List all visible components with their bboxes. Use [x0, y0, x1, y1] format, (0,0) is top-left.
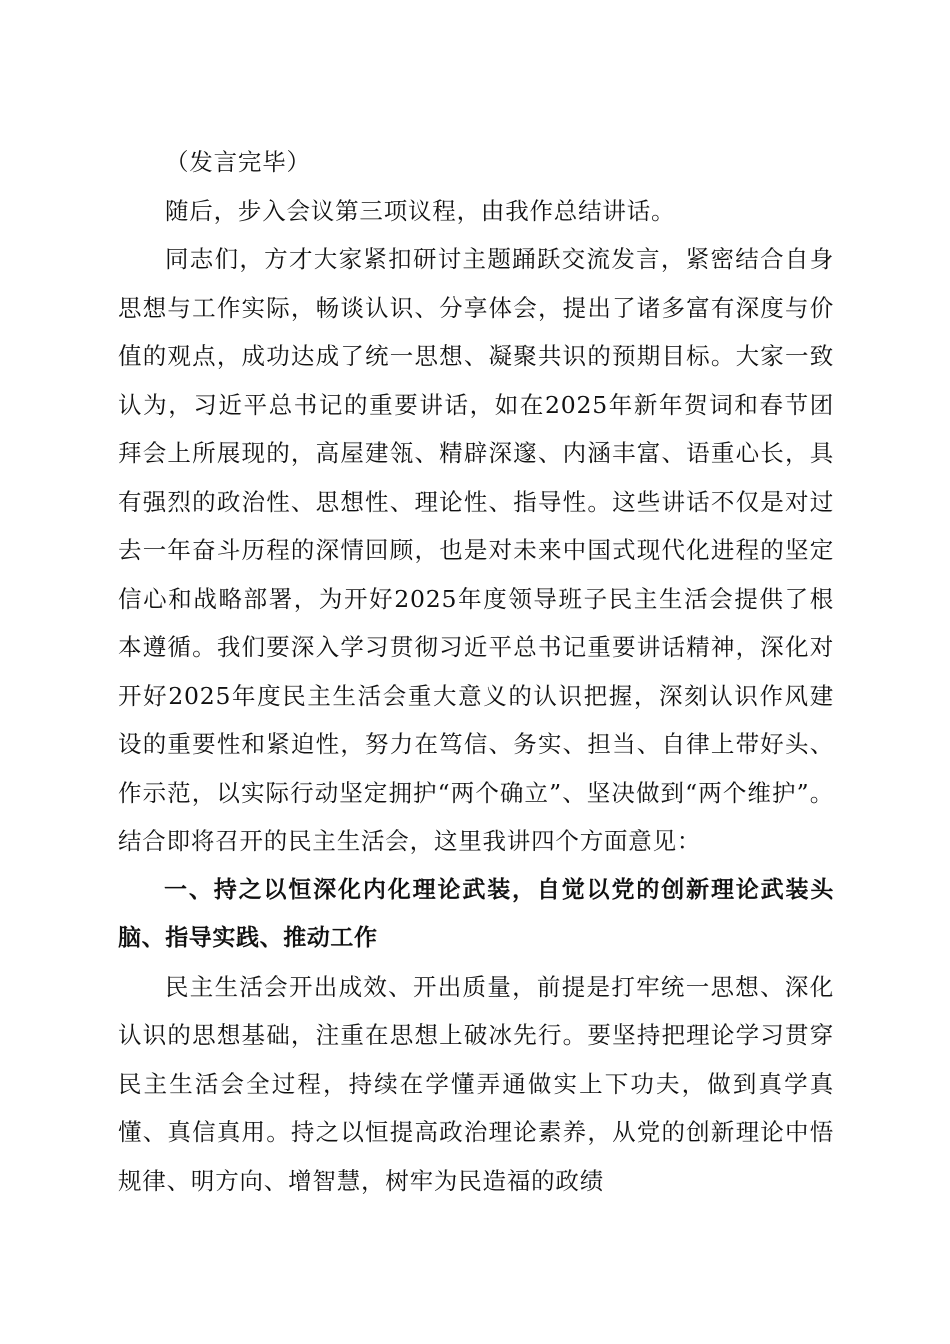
section-1-heading: 一、持之以恒深化内化理论武装，自觉以党的创新理论武装头脑、指导实践、推动工作	[118, 876, 834, 951]
section-1-paragraph: 民主生活会开出成效、开出质量，前提是打牢统一思想、深化认识的思想基础，注重在思想上破冰先行。要坚持把理论学习贯穿民主生活会全过程，持续在学懂弄通做实上下功夫，做到真学真懂、真信真用。持之以恒提高政治理论素养，从党的创新理论中悟规律、明方向、增智慧，树牢为民造福的政绩	[118, 972, 834, 1195]
summary-paragraph: 同志们，方才大家紧扣研讨主题踊跃交流发言，紧密结合自身思想与工作实际，畅谈认识、分享体会，提出了诸多富有深度与价值的观点，成功达成了统一思想、凝聚共识的预期目标。大家一致认为，习近平总书记的重要讲话，如在2025年新年贺词和春节团拜会上所展现的，高屋建瓴、精辟深邃、内涵丰富、语重心长，具有强烈的政治性、思想性、理论性、指导性。这些讲话不仅是对过去一年奋斗历程的深情回顾，也是对未来中国式现代化进程的坚定信心和战略部署，为开好2025年度领导班子民主生活会提供了根本遵循。我们要深入学习贯彻习近平总书记重要讲话精神，深化对开好2025年度民主生活会重大意义的认识把握，深刻认识作风建设的重要性和紧迫性，努力在笃信、务实、担当、自律上带好头、作示范，以实际行动坚定拥护“两个确立”、坚决做到“两个维护”。结合即将召开的民主生活会，这里我讲四个方面意见：	[118, 245, 834, 855]
transition-paragraph: 随后，步入会议第三项议程，由我作总结讲话。	[165, 196, 676, 225]
closing-note: （发言完毕）	[165, 148, 311, 176]
document-body	[118, 138, 834, 1205]
